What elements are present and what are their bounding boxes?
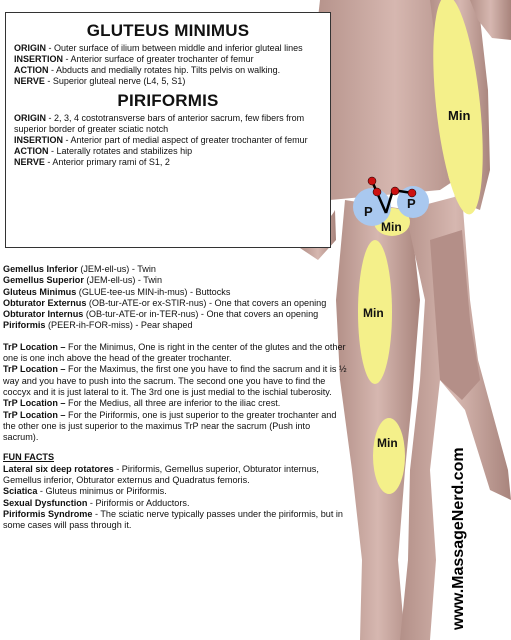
pronunciation-item: Obturator Internus (OB-tur-ATE-or in-TER-nus) - One that covers an opening (3, 309, 319, 320)
pir-action: ACTION - Laterally rotates and stabilizes hip (14, 146, 193, 156)
watermark-url: www.MassageNerd.com (450, 447, 467, 630)
trigger-point (373, 188, 381, 196)
trp-item: TrP Location – For the Medius, all three are inferior to the iliac crest. (3, 398, 281, 409)
pronunciation-item: Piriformis (PEER-ih-FOR-miss) - Pear shaped (3, 320, 193, 331)
pir-nerve: NERVE - Anterior primary rami of S1, 2 (14, 157, 170, 167)
fun-facts-heading: FUN FACTS (3, 452, 55, 463)
piriformis-title: PIRIFORMIS (117, 91, 219, 110)
gluteus-minimus-title: GLUTEUS MINIMUS (86, 21, 250, 40)
label-min-thigh: Min (363, 306, 384, 320)
pronunciation-item: Obturator Externus (OB-tur-ATE-or ex-STIR-nus) - One that covers an opening (3, 297, 327, 308)
gm-insertion: INSERTION - Anterior surface of greater trochanter of femur (14, 54, 254, 64)
fun-fact-item: Piriformis Syndrome - The sciatic nerve typically passes under the piriformis, but in some cases will pass through it. (3, 508, 343, 531)
trigger-point (368, 177, 376, 185)
notes-section (3, 264, 348, 532)
label-min-arm: Min (448, 108, 471, 123)
fun-fact-item: Lateral six deep rotatores - Piriformis, Gemellus superior, Obturator internus, Gemellus inferior, Obturator externus and Quadratus femoris. (3, 463, 319, 486)
label-p-right: P (407, 196, 416, 211)
label-min-calf: Min (377, 436, 398, 450)
trp-item: TrP Location – For the Minimus, One is right in the center of the glutes and the other one is one inch above the head of the greater trochanter. (3, 341, 346, 364)
fun-fact-item: Sexual Dysfunction - Piriformis or Adductors. (3, 497, 190, 508)
trp-item: TrP Location – For the Piriformis, one is just superior to the greater trochanter and the other one is just superior to the maximus TrP near the sacrum (Push into sacrum). (3, 409, 337, 443)
pir-origin: ORIGIN - 2, 3, 4 costotransverse bars of anterior sacrum, few fibers from superior border of greater sciatic notch (14, 113, 305, 134)
pir-insertion: INSERTION - Anterior part of medial aspect of greater trochanter of femur (14, 135, 308, 145)
pronunciation-item: Gluteus Minimus (GLUE-tee-us MIN-ih-mus) - Buttocks (3, 286, 231, 297)
pronunciation-item: Gemellus Inferior (JEM-ell-us) - Twin (3, 264, 156, 274)
muscle-info-box (5, 12, 331, 248)
fun-fact-item: Sciatica - Gluteus minimus or Piriformis. (3, 486, 167, 497)
calf-referral-zone (373, 418, 405, 494)
pronunciation-item: Gemellus Superior (JEM-ell-us) - Twin (3, 275, 163, 286)
gm-origin: ORIGIN - Outer surface of ilium between middle and inferior gluteal lines (14, 43, 303, 53)
label-min-glute: Min (381, 220, 402, 234)
trp-item: TrP Location – For the Maximus, the first one you have to find the sacrum and it is ½ way and you have to push into the sacrum. The second one you have to find the coccyx and it is just lateral to it. The 3rd one is just medial to the ischial tuberosity. (3, 364, 347, 397)
hip-referral-zone (448, 154, 476, 190)
trigger-point (391, 187, 399, 195)
label-p-left: P (364, 204, 373, 219)
gm-action: ACTION - Abducts and medially rotates hip. Tilts pelvis on walking. (14, 65, 281, 75)
gm-nerve: NERVE - Superior gluteal nerve (L4, 5, S1) (14, 76, 186, 86)
